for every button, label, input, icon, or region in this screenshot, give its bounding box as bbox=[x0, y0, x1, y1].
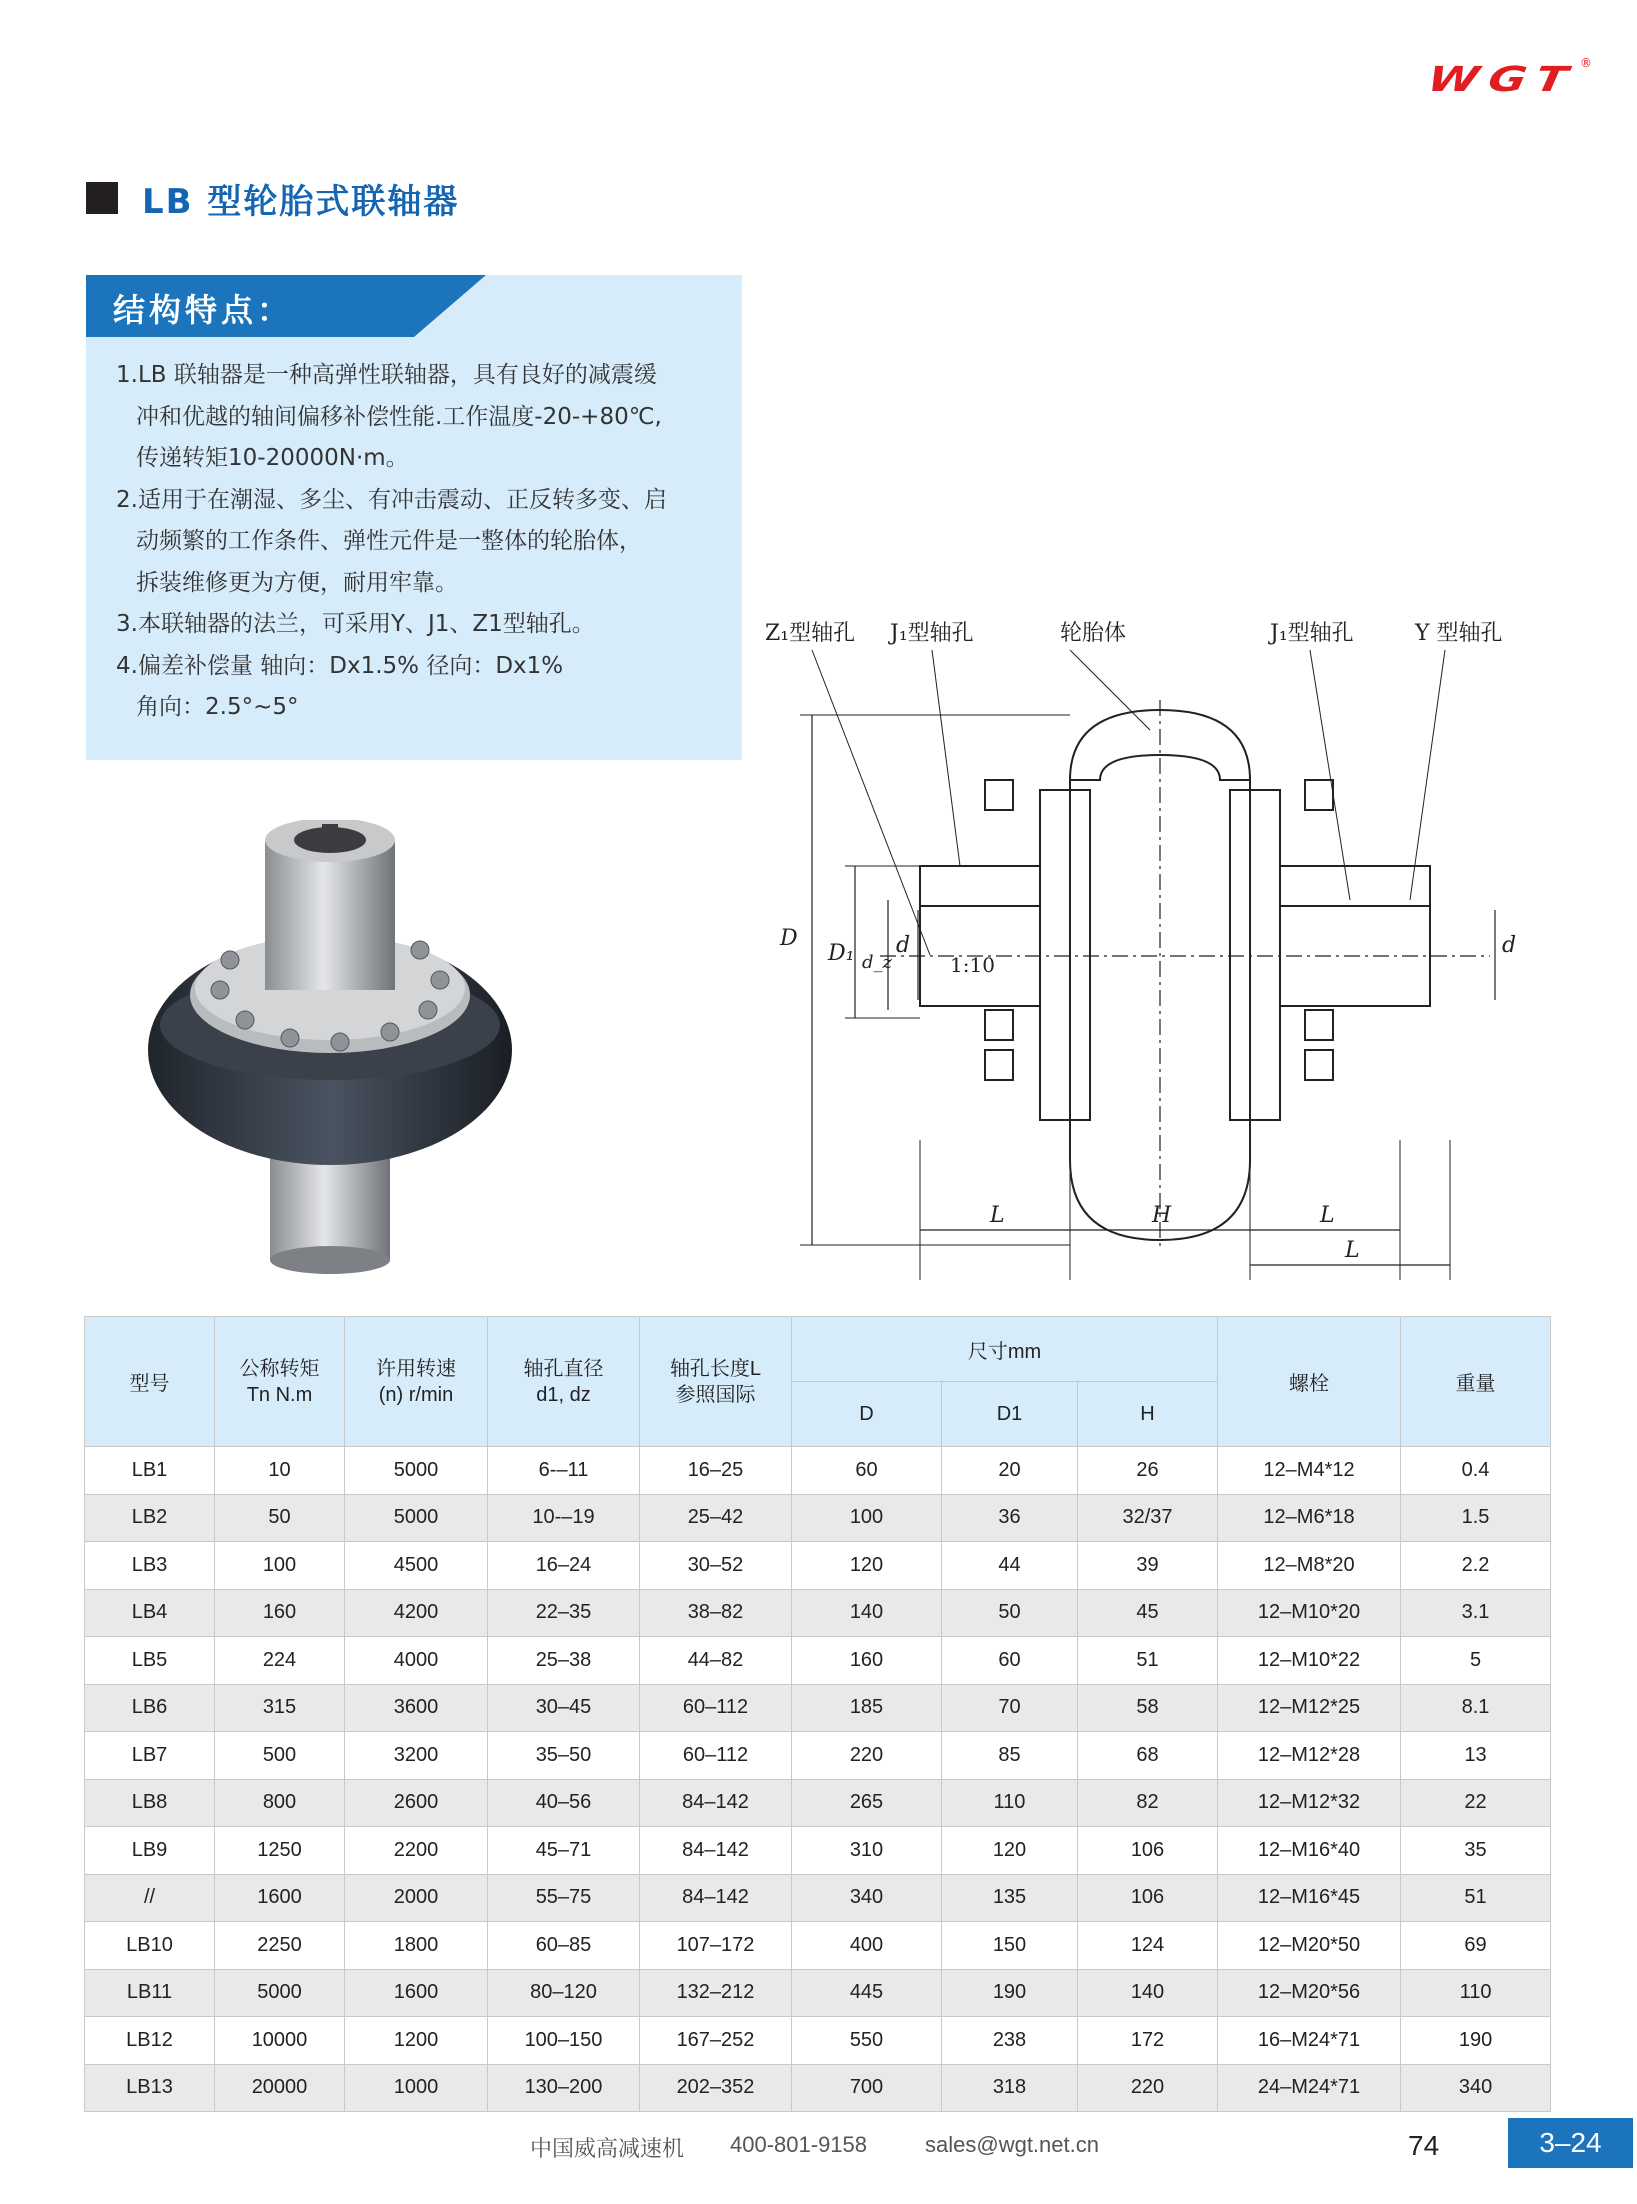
features-heading: 结构特点： bbox=[113, 291, 294, 329]
table-cell: 68 bbox=[1078, 1732, 1218, 1780]
table-cell: 12–M4*12 bbox=[1218, 1447, 1401, 1495]
table-cell: 550 bbox=[792, 2017, 942, 2065]
table-cell: LB11 bbox=[85, 1969, 215, 2017]
feature-line: 拆装维修更为方便，耐用牢靠。 bbox=[136, 569, 458, 596]
table-cell: 190 bbox=[1401, 2017, 1551, 2065]
feature-line: 2.适用于在潮湿、多尘、有冲击震动、正反转多变、启 bbox=[116, 486, 667, 513]
header-length: 轴孔长度L 参照国际 bbox=[640, 1317, 792, 1447]
table-cell: 238 bbox=[942, 2017, 1078, 2065]
table-cell: 82 bbox=[1078, 1779, 1218, 1827]
table-cell: 1600 bbox=[345, 1969, 488, 2017]
table-cell: 22 bbox=[1401, 1779, 1551, 1827]
table-cell: 2000 bbox=[345, 1874, 488, 1922]
page-footer bbox=[0, 2118, 1637, 2168]
table-cell: 26 bbox=[1078, 1447, 1218, 1495]
table-cell: 2200 bbox=[345, 1827, 488, 1875]
label-dim-d-left: d bbox=[896, 933, 911, 958]
spec-table bbox=[84, 1316, 1551, 2112]
table-cell: 110 bbox=[942, 1779, 1078, 1827]
table-row bbox=[85, 2017, 1551, 2065]
table-cell: 220 bbox=[1078, 2064, 1218, 2112]
table-cell: 24–M24*71 bbox=[1218, 2064, 1401, 2112]
feature-line: 1.LB 联轴器是一种高弹性联轴器，具有良好的减震缓 bbox=[116, 362, 657, 388]
features-panel bbox=[86, 275, 742, 760]
table-cell: 140 bbox=[792, 1589, 942, 1637]
table-cell: 12–M16*45 bbox=[1218, 1874, 1401, 1922]
table-cell: 310 bbox=[792, 1827, 942, 1875]
table-cell: LB1 bbox=[85, 1447, 215, 1495]
table-cell: 1.5 bbox=[1401, 1494, 1551, 1542]
table-cell: 124 bbox=[1078, 1922, 1218, 1970]
table-cell: 5 bbox=[1401, 1637, 1551, 1685]
label-taper: 1:10 bbox=[950, 953, 995, 977]
footer-page-number: 74 bbox=[1408, 2130, 1440, 2161]
label-j1-bore-left: J₁型轴孔 bbox=[890, 621, 974, 646]
table-cell: 12–M6*18 bbox=[1218, 1494, 1401, 1542]
table-row bbox=[85, 1874, 1551, 1922]
label-dim-D1: D₁ bbox=[828, 941, 855, 966]
header-torque: 公称转矩 Tn N.m bbox=[215, 1317, 345, 1447]
table-cell: 10000 bbox=[215, 2017, 345, 2065]
table-cell: 224 bbox=[215, 1637, 345, 1685]
table-cell: // bbox=[85, 1874, 215, 1922]
table-cell: 51 bbox=[1078, 1637, 1218, 1685]
table-cell: 2600 bbox=[345, 1779, 488, 1827]
table-cell: 0.4 bbox=[1401, 1447, 1551, 1495]
table-row bbox=[85, 1732, 1551, 1780]
table-row bbox=[85, 1447, 1551, 1495]
table-cell: 120 bbox=[942, 1827, 1078, 1875]
table-cell: LB8 bbox=[85, 1779, 215, 1827]
table-cell: 16–24 bbox=[488, 1542, 640, 1590]
table-cell: 45 bbox=[1078, 1589, 1218, 1637]
label-dim-D: D bbox=[780, 926, 798, 951]
table-cell: LB10 bbox=[85, 1922, 215, 1970]
label-dim-H: H bbox=[1152, 1203, 1172, 1228]
table-cell: 3200 bbox=[345, 1732, 488, 1780]
table-cell: 45–71 bbox=[488, 1827, 640, 1875]
table-cell: 135 bbox=[942, 1874, 1078, 1922]
table-row bbox=[85, 1827, 1551, 1875]
table-cell: 36 bbox=[942, 1494, 1078, 1542]
title-square-icon bbox=[86, 182, 118, 214]
table-cell: 4200 bbox=[345, 1589, 488, 1637]
table-cell: 80–120 bbox=[488, 1969, 640, 2017]
table-cell: LB9 bbox=[85, 1827, 215, 1875]
table-cell: 4500 bbox=[345, 1542, 488, 1590]
header-model: 型号 bbox=[85, 1317, 215, 1447]
table-cell: 4000 bbox=[345, 1637, 488, 1685]
feature-line: 冲和优越的轴间偏移补偿性能.工作温度-20-+80℃, bbox=[136, 403, 662, 430]
table-cell: 265 bbox=[792, 1779, 942, 1827]
table-cell: LB4 bbox=[85, 1589, 215, 1637]
table-cell: 85 bbox=[942, 1732, 1078, 1780]
table-cell: 12–M16*40 bbox=[1218, 1827, 1401, 1875]
table-cell: 60 bbox=[792, 1447, 942, 1495]
table-cell: 340 bbox=[1401, 2064, 1551, 2112]
features-list bbox=[116, 355, 736, 729]
table-cell: 10-–19 bbox=[488, 1494, 640, 1542]
product-photo bbox=[140, 820, 520, 1280]
table-cell: 2.2 bbox=[1401, 1542, 1551, 1590]
table-cell: 340 bbox=[792, 1874, 942, 1922]
table-cell: 220 bbox=[792, 1732, 942, 1780]
table-cell: 160 bbox=[792, 1637, 942, 1685]
header-D: D bbox=[792, 1382, 942, 1447]
table-cell: 22–35 bbox=[488, 1589, 640, 1637]
table-cell: 12–M12*32 bbox=[1218, 1779, 1401, 1827]
table-cell: 12–M12*28 bbox=[1218, 1732, 1401, 1780]
feature-line: 角向：2.5°~5° bbox=[136, 694, 299, 720]
brand-logo: WGT bbox=[1424, 58, 1581, 100]
table-cell: 100 bbox=[215, 1542, 345, 1590]
table-cell: 1250 bbox=[215, 1827, 345, 1875]
table-cell: 400 bbox=[792, 1922, 942, 1970]
table-cell: 107–172 bbox=[640, 1922, 792, 1970]
label-dim-d-right: d bbox=[1502, 933, 1517, 958]
label-j1-bore-right: J₁型轴孔 bbox=[1270, 621, 1354, 646]
table-cell: 51 bbox=[1401, 1874, 1551, 1922]
table-row bbox=[85, 1779, 1551, 1827]
label-z1-bore: Z₁型轴孔 bbox=[765, 621, 856, 646]
table-cell: 20 bbox=[942, 1447, 1078, 1495]
table-row bbox=[85, 1969, 1551, 2017]
table-cell: 8.1 bbox=[1401, 1684, 1551, 1732]
table-cell: 6-–11 bbox=[488, 1447, 640, 1495]
header-H: H bbox=[1078, 1382, 1218, 1447]
table-cell: 60 bbox=[942, 1637, 1078, 1685]
table-cell: 20000 bbox=[215, 2064, 345, 2112]
header-bore: 轴孔直径 d1, dz bbox=[488, 1317, 640, 1447]
label-dim-dz: d_z bbox=[862, 952, 893, 973]
table-cell: 106 bbox=[1078, 1827, 1218, 1875]
table-cell: 445 bbox=[792, 1969, 942, 2017]
table-cell: 315 bbox=[215, 1684, 345, 1732]
header-dimensions: 尺寸mm bbox=[792, 1317, 1218, 1382]
spec-table-body bbox=[85, 1447, 1551, 2112]
table-cell: 318 bbox=[942, 2064, 1078, 2112]
table-cell: LB7 bbox=[85, 1732, 215, 1780]
table-cell: 132–212 bbox=[640, 1969, 792, 2017]
table-cell: 185 bbox=[792, 1684, 942, 1732]
table-cell: 110 bbox=[1401, 1969, 1551, 2017]
table-cell: 30–45 bbox=[488, 1684, 640, 1732]
table-cell: LB3 bbox=[85, 1542, 215, 1590]
table-cell: 106 bbox=[1078, 1874, 1218, 1922]
feature-line: 传递转矩10-20000N·m。 bbox=[136, 445, 409, 471]
table-cell: 55–75 bbox=[488, 1874, 640, 1922]
table-cell: 1800 bbox=[345, 1922, 488, 1970]
header-D1: D1 bbox=[942, 1382, 1078, 1447]
header-bolt: 螺栓 bbox=[1218, 1317, 1401, 1447]
table-cell: 5000 bbox=[345, 1494, 488, 1542]
table-cell: LB13 bbox=[85, 2064, 215, 2112]
table-cell: 12–M8*20 bbox=[1218, 1542, 1401, 1590]
table-cell: 3.1 bbox=[1401, 1589, 1551, 1637]
table-cell: 5000 bbox=[215, 1969, 345, 2017]
footer-phone: 400-801-9158 bbox=[730, 2132, 868, 2157]
table-cell: 12–M10*20 bbox=[1218, 1589, 1401, 1637]
footer-email: sales@wgt.net.cn bbox=[925, 2132, 1099, 2157]
table-cell: 5000 bbox=[345, 1447, 488, 1495]
table-cell: 500 bbox=[215, 1732, 345, 1780]
label-y-bore: Y 型轴孔 bbox=[1415, 621, 1503, 646]
table-cell: 25–42 bbox=[640, 1494, 792, 1542]
table-cell: 58 bbox=[1078, 1684, 1218, 1732]
table-cell: 44–82 bbox=[640, 1637, 792, 1685]
table-cell: 700 bbox=[792, 2064, 942, 2112]
table-cell: 35 bbox=[1401, 1827, 1551, 1875]
table-cell: LB12 bbox=[85, 2017, 215, 2065]
table-row bbox=[85, 1494, 1551, 1542]
table-cell: 172 bbox=[1078, 2017, 1218, 2065]
table-cell: 150 bbox=[942, 1922, 1078, 1970]
table-cell: 130–200 bbox=[488, 2064, 640, 2112]
table-cell: 60–85 bbox=[488, 1922, 640, 1970]
feature-line: 4.偏差补偿量 轴向：Dx1.5% 径向：Dx1% bbox=[116, 652, 564, 679]
table-cell: 13 bbox=[1401, 1732, 1551, 1780]
table-cell: 12–M20*50 bbox=[1218, 1922, 1401, 1970]
table-cell: 39 bbox=[1078, 1542, 1218, 1590]
registered-mark: ® bbox=[1580, 56, 1592, 70]
table-row bbox=[85, 1542, 1551, 1590]
table-cell: 1000 bbox=[345, 2064, 488, 2112]
table-cell: 120 bbox=[792, 1542, 942, 1590]
table-cell: 140 bbox=[1078, 1969, 1218, 2017]
table-cell: 69 bbox=[1401, 1922, 1551, 1970]
section-title bbox=[86, 178, 460, 222]
table-cell: 12–M10*22 bbox=[1218, 1637, 1401, 1685]
table-cell: 84–142 bbox=[640, 1779, 792, 1827]
table-cell: 60–112 bbox=[640, 1684, 792, 1732]
table-cell: 1600 bbox=[215, 1874, 345, 1922]
table-cell: 60–112 bbox=[640, 1732, 792, 1780]
table-row bbox=[85, 1589, 1551, 1637]
table-cell: 12–M12*25 bbox=[1218, 1684, 1401, 1732]
table-cell: 100 bbox=[792, 1494, 942, 1542]
label-dim-L-bottom: L bbox=[1345, 1238, 1360, 1263]
page-title: LB 型轮胎式联轴器 bbox=[142, 181, 460, 222]
table-cell: 12–M20*56 bbox=[1218, 1969, 1401, 2017]
label-dim-L-left: L bbox=[990, 1203, 1005, 1228]
label-tire-body: 轮胎体 bbox=[1060, 621, 1127, 646]
feature-line: 3.本联轴器的法兰，可采用Y、J1、Z1型轴孔。 bbox=[116, 611, 595, 637]
table-cell: 160 bbox=[215, 1589, 345, 1637]
table-cell: 84–142 bbox=[640, 1827, 792, 1875]
footer-company: 中国威高减速机 bbox=[530, 2137, 685, 2162]
table-cell: 40–56 bbox=[488, 1779, 640, 1827]
table-row bbox=[85, 1684, 1551, 1732]
table-cell: 25–38 bbox=[488, 1637, 640, 1685]
table-cell: 16–25 bbox=[640, 1447, 792, 1495]
table-cell: 10 bbox=[215, 1447, 345, 1495]
table-row bbox=[85, 1922, 1551, 1970]
table-cell: 1200 bbox=[345, 2017, 488, 2065]
table-cell: LB2 bbox=[85, 1494, 215, 1542]
label-dim-L-right: L bbox=[1320, 1203, 1335, 1228]
table-row bbox=[85, 2064, 1551, 2112]
table-cell: 190 bbox=[942, 1969, 1078, 2017]
table-cell: 800 bbox=[215, 1779, 345, 1827]
table-cell: LB5 bbox=[85, 1637, 215, 1685]
table-cell: 202–352 bbox=[640, 2064, 792, 2112]
coupling-drawing bbox=[750, 600, 1550, 1280]
table-cell: 2250 bbox=[215, 1922, 345, 1970]
table-cell: 50 bbox=[215, 1494, 345, 1542]
table-cell: 44 bbox=[942, 1542, 1078, 1590]
table-cell: 167–252 bbox=[640, 2017, 792, 2065]
table-cell: 35–50 bbox=[488, 1732, 640, 1780]
table-cell: 16–M24*71 bbox=[1218, 2017, 1401, 2065]
table-cell: 70 bbox=[942, 1684, 1078, 1732]
header-speed: 许用转速 (n) r/min bbox=[345, 1317, 488, 1447]
table-cell: 3600 bbox=[345, 1684, 488, 1732]
table-cell: 30–52 bbox=[640, 1542, 792, 1590]
table-row bbox=[85, 1637, 1551, 1685]
table-cell: 100–150 bbox=[488, 2017, 640, 2065]
table-cell: 32/37 bbox=[1078, 1494, 1218, 1542]
feature-line: 动频繁的工作条件、弹性元件是一整体的轮胎体， bbox=[136, 528, 642, 554]
header-weight: 重量 bbox=[1401, 1317, 1551, 1447]
table-cell: 84–142 bbox=[640, 1874, 792, 1922]
footer-section-badge: 3–24 bbox=[1508, 2118, 1633, 2168]
table-cell: LB6 bbox=[85, 1684, 215, 1732]
table-cell: 50 bbox=[942, 1589, 1078, 1637]
table-cell: 38–82 bbox=[640, 1589, 792, 1637]
